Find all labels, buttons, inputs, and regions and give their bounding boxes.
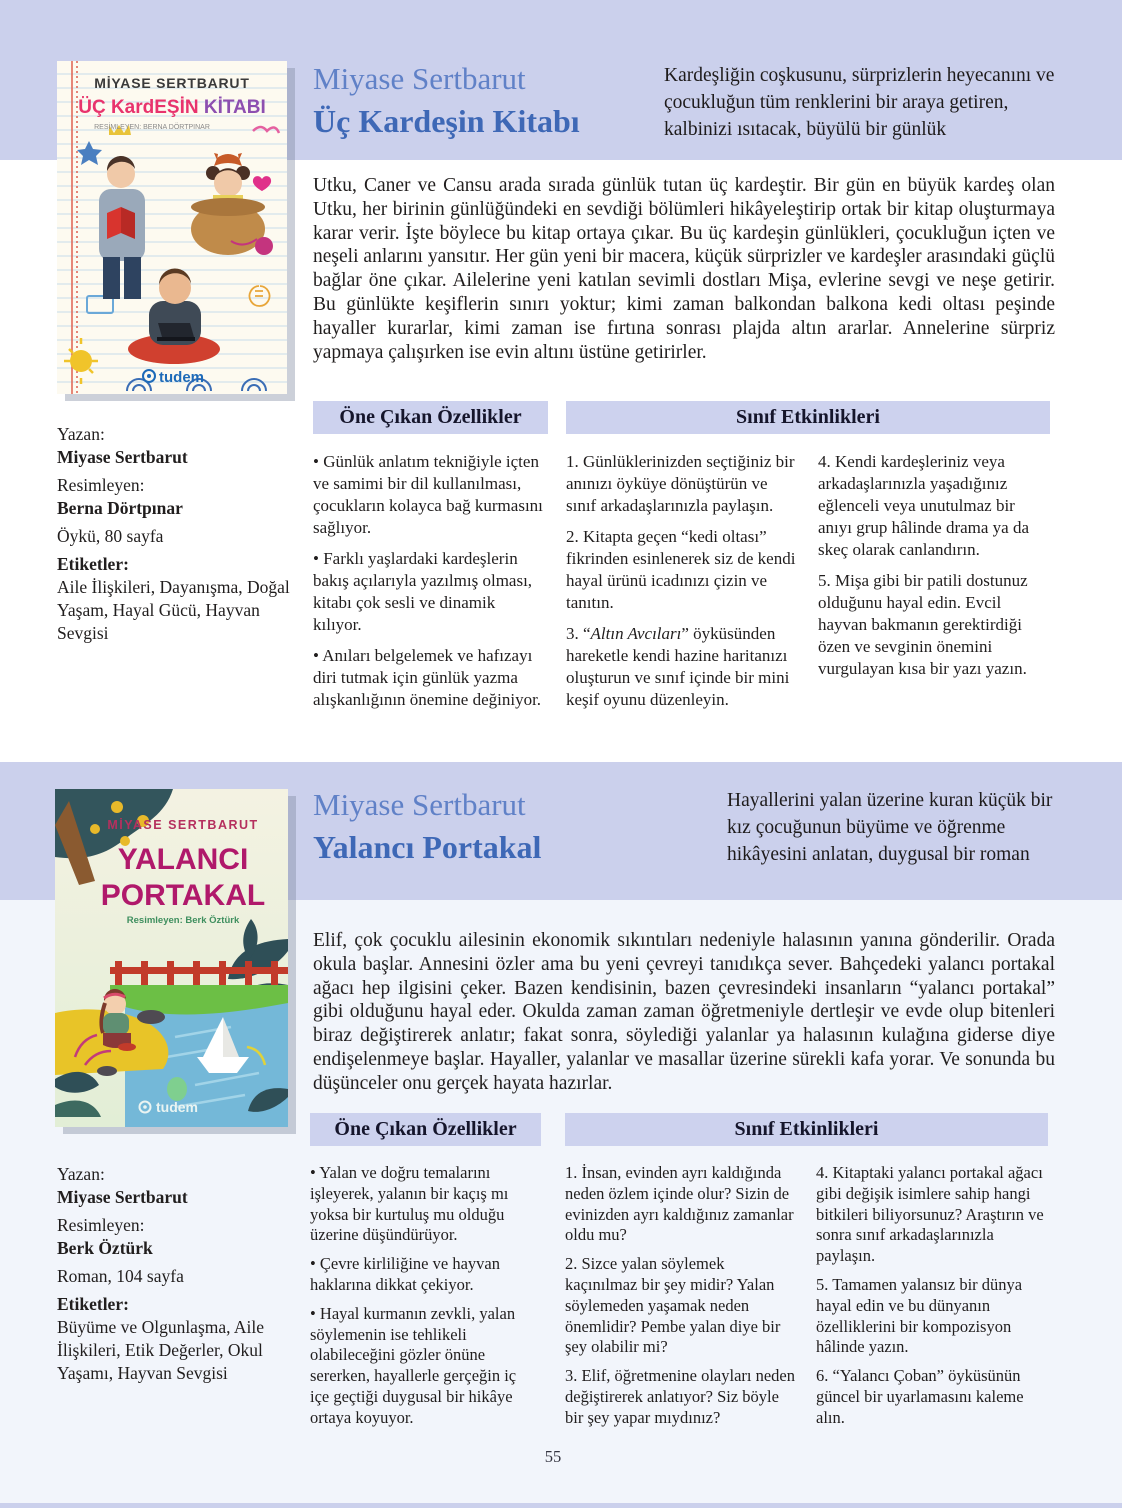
cover2-illustration: [55, 789, 288, 1127]
book1-features-header: Öne Çıkan Özellikler: [313, 401, 548, 434]
activity-item: 2. Kitapta geçen “kedi oltası” fikrinden esinlenerek siz de kendi hayal ürünü icadınızı çizin ve tanıtın.: [566, 527, 796, 612]
book2-title: Yalancı Portakal: [313, 829, 542, 866]
activity-item: 6. “Yalancı Çoban” öyküsünün güncel bir uyarlamasını kaleme alın.: [816, 1366, 1024, 1427]
page-number: 55: [544, 1447, 562, 1466]
activity-item: 5. Tamamen yalansız bir dünya hayal edin ve bu dünyanın özelliklerini bir kompozisyon hâlinde yazın.: [816, 1274, 1023, 1357]
book1-activities-column1: [566, 451, 798, 720]
feature-item: • Çevre kirliliğine ve hayvan haklarına dikkat çekiyor.: [310, 1254, 500, 1294]
cover2-illustrator-note: Resimleyen: Berk Öztürk: [126, 915, 240, 926]
activity-item: 3. Elif, öğretmenine olayları neden değiştirerek anlatıyor? Siz böyle bir şey yapar mıydınız?: [565, 1366, 796, 1427]
cover1-illustration: [57, 61, 287, 394]
yazan-label: Yazan:: [57, 1164, 105, 1184]
cover2-author: MİYASE SERTBARUT: [107, 818, 259, 832]
book2-heading: [313, 783, 541, 870]
story-title-italic: Altın Avcıları: [590, 624, 682, 643]
book1-cover-image: [57, 61, 287, 394]
book2-cover-image: [55, 789, 288, 1127]
book2-meta: [57, 1163, 297, 1390]
activity-item: 4. Kendi kardeşleriniz veya arkadaşlarınızla yaşadığınız eğlenceli veya unutulmaz bir anıyı grup hâlinde drama ya da skeç olarak canlandırın.: [818, 452, 1030, 559]
rock: [137, 1010, 165, 1024]
book1-heading: [313, 57, 580, 144]
yazan-value: Miyase Sertbarut: [57, 1187, 188, 1207]
book1-meta: [57, 423, 297, 650]
book2-description: Elif, çok çocuklu ailesinin ekonomik sıkıntıları nedeniyle halasının yanına gönderilir. Orada okula başlar. Annesini özler ama bu yeni çevreyi tanıdıkça sever. Bahçedeki yalancı portakal ağacı hep ilgisini çeker. Bazen kendisinin, bazen çevresindeki insanların “yalancı portakal” gibi olduğunu hayal eder. Okulda zaman zaman öğretmeniyle dertleşir ve evde olup bitenleri biraz değiştirerek anlatır; fakat sonra, söylediği yalanlar ya halasının kulağına giderse diye endişelenmeye başlar. Hayaller, yalanlar ve masallar üzerine sürekli kafa yorar. Ve sonunda bu düşünceler onu gerçek hayata hazırlar.: [313, 930, 1055, 1094]
format-line: Roman, 104 sayfa: [57, 1266, 184, 1286]
svg-text:tudem: tudem: [156, 1099, 198, 1115]
etiketler-label: Etiketler:: [57, 554, 129, 574]
cover2-title-line1: YALANCI: [117, 843, 249, 876]
feature-item: • Farklı yaşlardaki kardeşlerin bakış açılarıyla yazılmış olması, kitabı çok sesli ve dinamik kılıyor.: [313, 549, 533, 634]
cover1-author: MİYASE SERTBARUT: [94, 75, 250, 91]
activity-item: 2. Sizce yalan söylemek kaçınılmaz bir şey midir? Yalan söylemeden yaşamak neden önemlidir? Pembe yalan diye bir şey olabilir mi?: [565, 1254, 781, 1357]
book2-activities-header: Sınıf Etkinlikleri: [565, 1113, 1048, 1146]
yazan-label: Yazan:: [57, 424, 105, 444]
etiketler-label: Etiketler:: [57, 1294, 129, 1314]
svg-text:tudem: tudem: [159, 369, 204, 386]
book2-activities-column2: [816, 1163, 1053, 1437]
feature-item: • Günlük anlatım tekniğiyle içten ve samimi bir dil kullanılması, çocukların kolayca bağ kurmasını sağlıyor.: [313, 452, 543, 537]
format-line: Öykü, 80 sayfa: [57, 526, 164, 546]
book2-features-header: Öne Çıkan Özellikler: [310, 1113, 541, 1146]
feature-item: • Yalan ve doğru temalarını işleyerek, yalanın bir kaçış mı yoksa bir kurtuluş mu olduğu üzerine düşündürüyor.: [310, 1163, 509, 1245]
resimleyen-label: Resimleyen:: [57, 1215, 145, 1235]
book1-activities-column2: [818, 451, 1053, 689]
activity-item: 5. Mişa gibi bir patili dostunuz olduğunu hayal edin. Evcil hayvan bakmanın gerektirdiği özen ve sevginin önemini vurgulayan kısa bir yazı yazın.: [818, 571, 1028, 678]
activity-item: 1. İnsan, evinden ayrı kaldığında neden özlem içinde olur? Sizin de evinizden ayrı kaldığınız zamanlar oldu mu?: [565, 1163, 794, 1245]
resimleyen-label: Resimleyen:: [57, 475, 145, 495]
cover1-illustrator-note: RESİMLEYEN: BERNA DÖRTPINAR: [94, 124, 210, 131]
cover1-title: ÜÇ KardEŞİN KİTABI: [78, 97, 266, 118]
book1-description: Utku, Caner ve Cansu arada sırada günlük tutan üç kardeştir. Bir gün en büyük kardeş olan Utku, her birinin günlüğündeki en sevdiği bölümleri hikâyeleştirip ortak bir kitap oluşturmaya karar verir. İşte böylece bu kitap ortaya çıkar. Bu üç kardeşin günlükleri, çocukluğun içten ve neşeli anlarını yansıtır. Her gün yeni bir macera, küçük sürprizler ve kardeşler arasındaki güçlü bağlar öne çıkar. Ailelerine yeni katılan sevimli dostları Mişa, evlerine sevgi ve neşe getirir. Bu günlükte keşiflerin sınırı yoktur; kimi zaman balkondan balkona kedi oltası peşinde hayaller kurarlar, kimi zaman ise fırtına sonrası plajda altın ararlar. Annelerine sürpriz yapmaya çalışırken ise evin altını üstüne getirirler.: [313, 175, 1055, 363]
book2-features-list: [310, 1163, 538, 1437]
book1-activities-header: Sınıf Etkinlikleri: [566, 401, 1050, 434]
cover2-title-line2: PORTAKAL: [100, 879, 266, 912]
book1-tagline: Kardeşliğin coşkusunu, sürprizlerin heyecanını ve çocukluğun tüm renklerini bir araya getiren, kalbinizi ısıtacak, büyülü bir günlük: [664, 65, 1055, 140]
etiketler-value: Aile İlişkileri, Dayanışma, Doğal Yaşam, Hayal Gücü, Hayvan Sevgisi: [57, 577, 290, 643]
activity-item: 3. “Altın Avcıları” öyküsünden hareketle kendi hazine haritanızı oluşturun ve sınıf içinde bir mini keşif oyunu düzenleyin.: [566, 624, 790, 709]
book2-tagline: Hayallerini yalan üzerine kuran küçük bir kız çocuğunun büyüme ve öğrenme hikâyesini anlatan, duygusal bir roman: [727, 790, 1053, 865]
resimleyen-value: Berna Dörtpınar: [57, 498, 183, 518]
book1-title: Üç Kardeşin Kitabı: [313, 103, 580, 140]
activity-item: 1. Günlüklerinizden seçtiğiniz bir anınızı öyküye dönüştürün ve sınıf arkadaşlarınızla paylaşın.: [566, 452, 795, 515]
book1-features-list: [313, 451, 545, 720]
activity-item: 4. Kitaptaki yalancı portakal ağacı gibi değişik isimlere sahip hangi bitkileri biliyorsunuz? Araştırın ve sonra sınıf arkadaşlarınızla paylaşın.: [816, 1163, 1044, 1266]
yazan-value: Miyase Sertbarut: [57, 447, 188, 467]
section-gap: [0, 740, 1122, 762]
book2-activities-column1: [565, 1163, 797, 1437]
rock: [97, 1066, 117, 1076]
book2-author: Miyase Sertbarut: [313, 787, 526, 822]
feature-item: • Hayal kurmanın zevkli, yalan söylemenin ise tehlikeli olabileceğini gözler önüne sererken, hayallerle gerçeğin iç içe geçtiği duygusal bir hikâye ortaya koyuyor.: [310, 1303, 517, 1427]
etiketler-value: Büyüme ve Olgunlaşma, Aile İlişkileri, Etik Değerler, Okul Yaşamı, Hayvan Sevgisi: [57, 1317, 265, 1383]
bottom-accent-strip: [0, 1503, 1122, 1508]
feature-item: • Anıları belgelemek ve hafızayı diri tutmak için günlük yazma alışkanlığının önemine değiniyor.: [313, 646, 542, 709]
book1-author: Miyase Sertbarut: [313, 61, 526, 96]
resimleyen-value: Berk Öztürk: [57, 1238, 153, 1258]
